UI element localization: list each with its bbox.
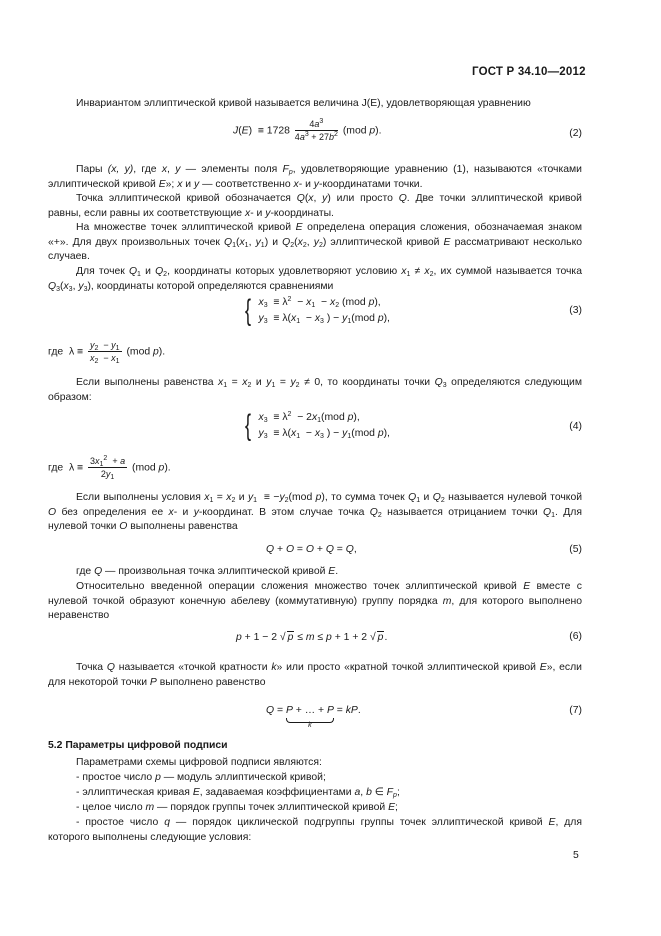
paragraph-invariant: Инвариантом эллиптической кривой называется величина J(E), удовлетворяющая уравнению	[76, 98, 531, 109]
page-number: 5	[573, 850, 579, 861]
paragraph-q-arbitrary: где Q — произвольная точка эллиптической кривой E.	[76, 566, 339, 577]
lambda-definition-2: где λ ≡ $\frac{3x_1^2 + a}{2y_1}$ (mod p).	[48, 455, 171, 481]
equation-7-label: (7)	[569, 705, 582, 716]
section-title: 5.2 Параметры цифровой подписи	[48, 740, 228, 751]
equation-5: Q + O = O + Q = Q,	[266, 544, 357, 555]
equation-5-label: (5)	[569, 544, 582, 555]
equation-6-label: (6)	[569, 631, 582, 642]
equation-3: { $x_3 \equiv \lambda^2 - x_1 - x_2$ (mod p), $y_3 \equiv \lambda(x_1 - x_3$ ) − $y_1(mod$ p),	[245, 294, 390, 327]
equation-2: J(E) ≡ 1728 $\frac{4a^3}{4a^3 + 27b^2}$ (mod p).	[233, 118, 382, 142]
fraction: $\frac{4a^3}{4a^3 + 27b^2}$	[294, 118, 338, 142]
equation-4: { $x_3 \equiv \lambda^2 - 2x_1(mod$ p), $y_3 \equiv \lambda(x_1 - x_3$ ) − $y_1(mod$ p),	[245, 409, 390, 442]
list-item-curve: - эллиптическая кривая E, задаваемая коэффициентами a, b ∈ $F_p$;	[76, 787, 400, 799]
list-item-subgroup: - простое число q — порядок циклической подгруппы группы точек эллиптической кривой E, для которого выполнены следующие условия:	[48, 817, 582, 843]
paragraph-sum-case2: Если выполнены равенства $x_1 = x_2$ и $y_1 = y_2 \ne 0$, то координаты точки $Q_3$ определяются следующим образом:	[48, 377, 582, 403]
equation-3-label: (3)	[569, 305, 582, 316]
paragraph-params: Параметрами схемы цифровой подписи являются:	[76, 757, 322, 768]
equation-6: p + 1 − 2 √ p ≤ m ≤ p + 1 + 2 √ p.	[236, 632, 388, 643]
paragraph-zero-point: Если выполнены условия $x_1 = x_2$ и $y_1 \equiv -y_2(mod$ p), то сумма точек $Q_1$ и $Q_2$ называется нулевой точкой O без определения ее x- и y-координат. В этом случае точка $Q_2$ называется отрицанием точки $Q_1$. Для нулевой точки O выполнены равенства	[48, 492, 583, 533]
paragraph-group: Относительно введенной операции сложения множество точек эллиптической кривой E вместе с нулевой точкой образуют конечную абелеву (коммутативную) группу порядка m, для которого выполнено неравенство	[48, 581, 582, 622]
document-code: ГОСТ Р 34.10—2012	[472, 66, 586, 78]
lambda-definition-1: где λ ≡ $\frac{y_2 - y_1}{x_2 - x_1}$ (mod p).	[48, 340, 166, 365]
paragraph-point-notation: Точка эллиптической кривой обозначается Q(x, y) или просто Q. Две точки эллиптической кривой равны, если равны их соответствующие x- и y-координаты.	[48, 193, 582, 219]
equation-4-label: (4)	[569, 421, 582, 432]
paragraph-addition: На множестве точек эллиптической кривой E определена операция сложения, обозначаемая знаком «+». Для двух произвольных точек $Q_1(x_1$, $y_1$) и $Q_2(x_2$, $y_2$) эллиптической кривой E рассматривают несколько случаев.	[48, 222, 583, 263]
paragraph-multiple-point: Точка Q называется «точкой кратности k» или просто «кратной точкой эллиптической кривой E», если для некоторой точки P выполнено равенство	[48, 662, 582, 688]
equation-2-label: (2)	[569, 128, 582, 139]
list-item-modulus: - простое число p — модуль эллиптической кривой;	[76, 772, 326, 783]
paragraph-pairs: Пары (x, y), где x, y — элементы поля $F_p$, удовлетворяющие уравнению (1), называются «точками эллиптической кривой E»; x и y — соответственно x- и y-координатами точки.	[48, 164, 582, 190]
paragraph-sum-case1: Для точек $Q_1$ и $Q_2$, координаты которых удовлетворяют условию $x_1 \ne x_2$, их суммой называется точка $Q_3(x_3$, $y_3$), координаты которой определяются сравнениями	[48, 266, 582, 293]
list-item-order: - целое число m — порядок группы точек эллиптической кривой E;	[76, 802, 398, 813]
equation-7: Q = P + … + P k = kP.	[266, 705, 361, 729]
